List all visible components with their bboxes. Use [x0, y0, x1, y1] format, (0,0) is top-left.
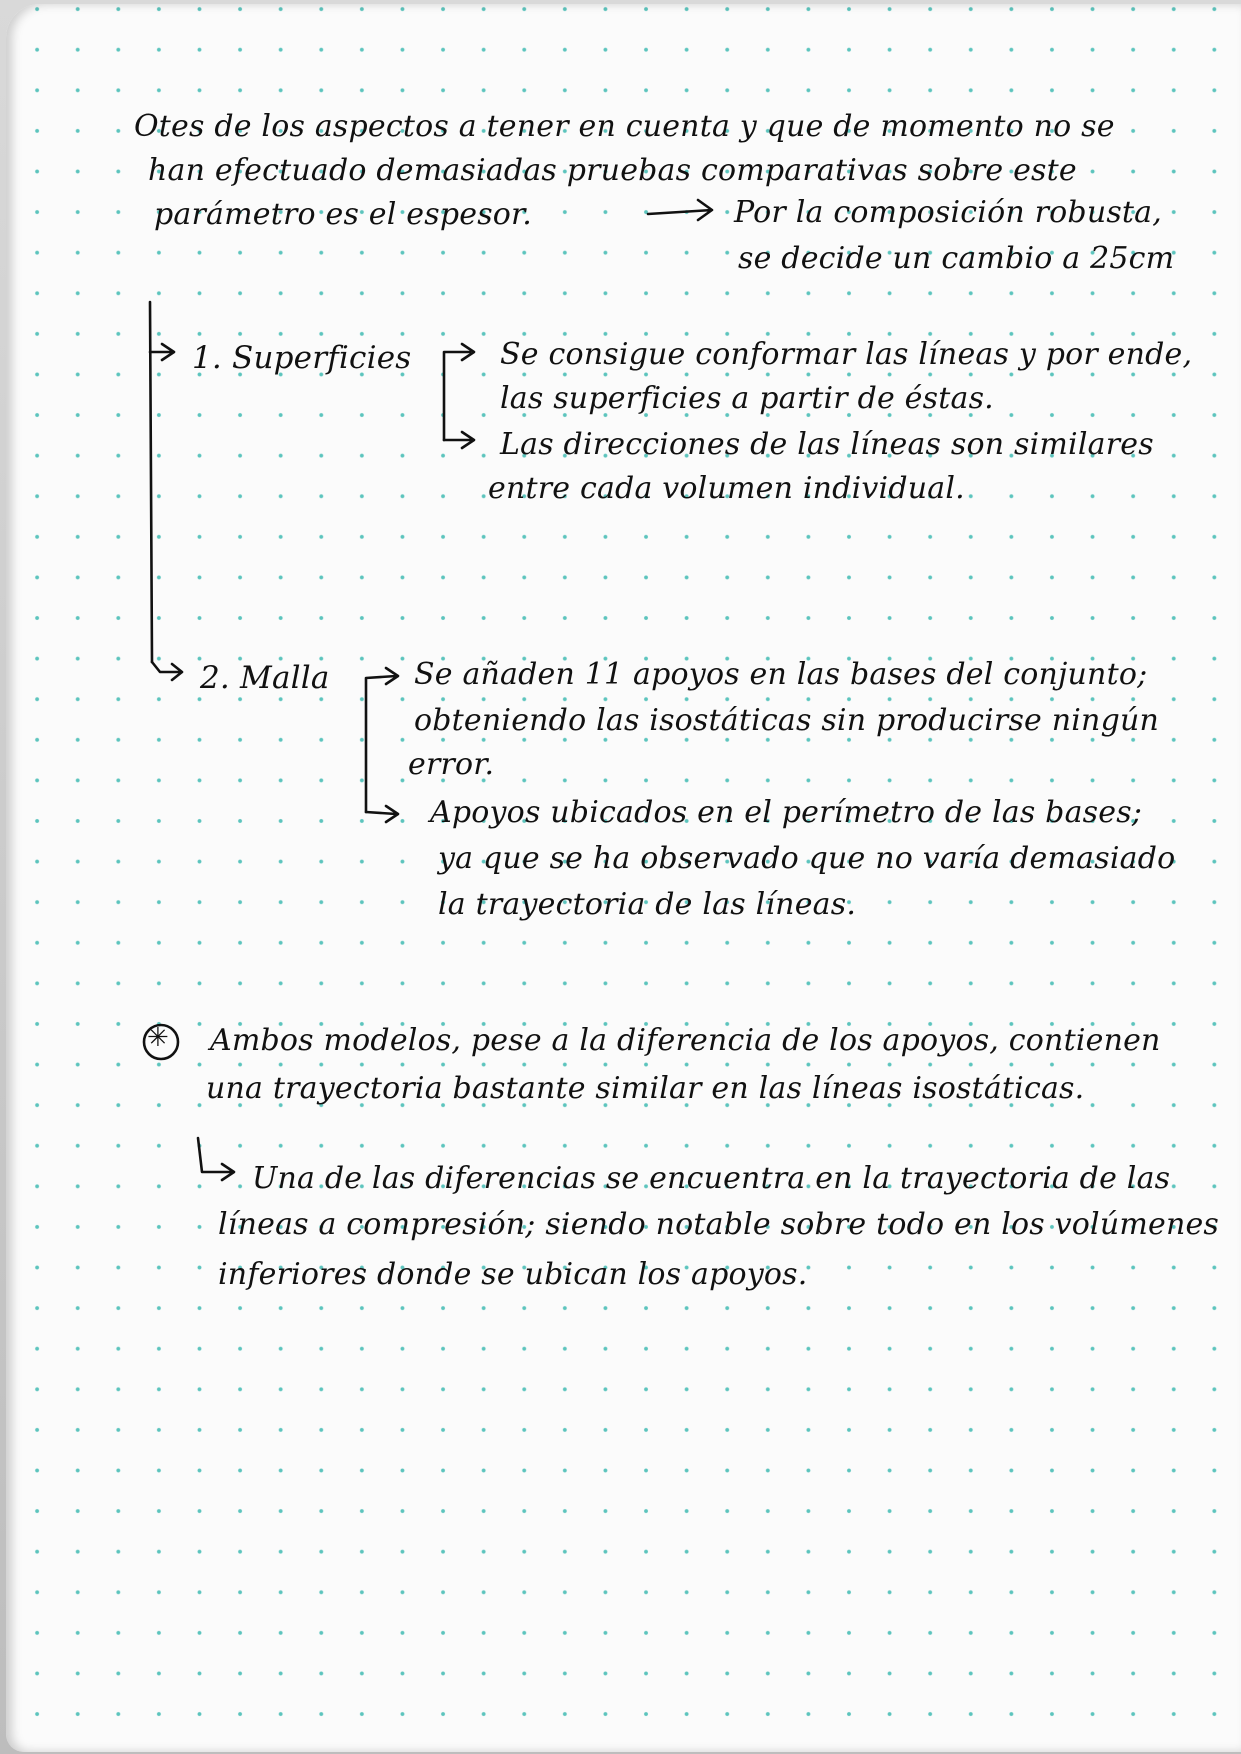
item-1-arrow-2-icon — [444, 432, 474, 448]
intro-line-3: parámetro es el espesor. — [154, 197, 533, 232]
item-2-point-1-line-3: error. — [408, 747, 495, 782]
asterisk-marker-icon: ✳ — [147, 1023, 169, 1053]
asterisk-circle-icon — [144, 1025, 178, 1059]
item-1-point-2-line-1: Las direcciones de las líneas son similares — [500, 427, 1154, 462]
conclusion-line-1: Ambos modelos, pese a la diferencia de los apoyos, contienen — [210, 1023, 1161, 1058]
item-2-point-1-line-2: obteniendo las isostáticas sin producirse ningún — [414, 703, 1160, 738]
item-2-point-2-line-2: ya que se ha observado que no varía demasiado — [438, 841, 1176, 876]
item-1-bracket — [444, 344, 474, 440]
item-2-point-2-line-1: Apoyos ubicados en el perímetro de las bases; — [430, 795, 1143, 830]
conclusion-sub-line-1: Una de las diferencias se encuentra en la trayectoria de las — [252, 1161, 1171, 1196]
item-1-point-1-line-1: Se consigue conformar las líneas y por ende, — [500, 337, 1193, 372]
item-1-point-1-line-2: las superficies a partir de éstas. — [500, 381, 994, 416]
conclusion-line-2: una trayectoria bastante similar en las líneas isostáticas. — [206, 1071, 1085, 1106]
item-2-arrow-icon — [152, 662, 182, 680]
item-label-malla: 2. Malla — [200, 660, 330, 696]
conclusion-sub-line-2: líneas a compresión; siendo notable sobre todo en los volúmenes — [218, 1207, 1220, 1242]
intro-line-1: Otes de los aspectos a tener en cuenta y que de momento no se — [134, 109, 1115, 144]
result-arrow-icon — [648, 200, 712, 220]
main-bracket-line — [150, 302, 152, 662]
intro-result-line-2: se decide un cambio a 25cm — [738, 241, 1175, 276]
conclusion-sub-arrow-icon — [198, 1138, 234, 1180]
item-2-point-2-line-3: la trayectoria de las líneas. — [438, 887, 857, 922]
item-1-point-2-line-2: entre cada volumen individual. — [488, 471, 965, 506]
item-2-arrow-2-icon — [366, 806, 398, 822]
item-1-arrow-icon — [150, 344, 174, 360]
item-label-superficies: 1. Superficies — [192, 340, 412, 376]
intro-line-2: han efectuado demasiadas pruebas comparativas sobre este — [148, 153, 1077, 188]
item-2-point-1-line-1: Se añaden 11 apoyos en las bases del conjunto; — [414, 657, 1148, 692]
conclusion-sub-line-3: inferiores donde se ubican los apoyos. — [218, 1257, 808, 1292]
intro-result-line-1: Por la composición robusta, — [734, 195, 1163, 230]
item-2-bracket — [366, 668, 398, 812]
